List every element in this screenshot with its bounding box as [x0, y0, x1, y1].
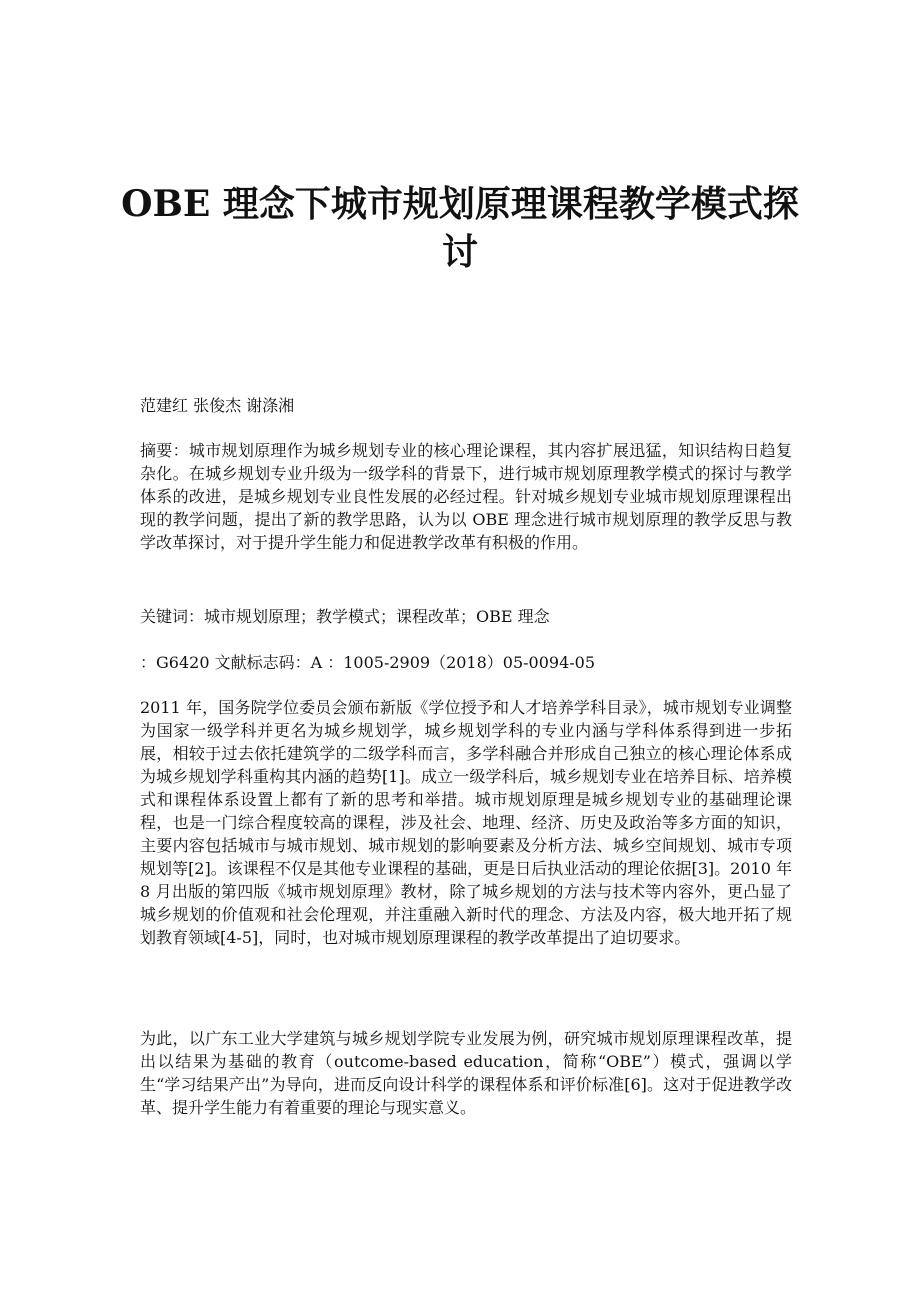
keywords-line: 关键词：城市规划原理；教学模式；课程改革；OBE 理念 [140, 607, 550, 626]
body-paragraph: 为此，以广东工业大学建筑与城乡规划学院专业发展为例，研究城市规划原理课程改革，提出以结果为基础的教育（outcome-based education，简称“OBE”）模式，强调以学生“学习结果产出”为导向，进而反向设计科学的课程体系和评价标准[6]。这对于促进教学改革、提升学生能力有着重要的理论与现实意义。 [140, 1029, 792, 1117]
abstract-paragraph: 摘要：城市规划原理作为城乡规划专业的核心理论课程，其内容扩展迅猛，知识结构日趋复杂化。在城乡规划专业升级为一级学科的背景下，进行城市规划原理教学模式的探讨与教学体系的改进，是城乡规划专业良性发展的必经过程。针对城乡规划专业城市规划原理课程出现的教学问题，提出了新的教学思路，认为以 OBE 理念进行城市规划原理的教学反思与教学改革探讨，对于提升学生能力和促进教学改革有积极的作用。 [140, 441, 792, 552]
body-paragraph: 2011 年，国务院学位委员会颁布新版《学位授予和人才培养学科目录》，城市规划专业调整为国家一级学科并更名为城乡规划学，城乡规划学科的专业内涵与学科体系得到进一步拓展，相较于过去依托建筑学的二级学科而言，多学科融合并形成自己独立的核心理论体系成为城乡规划学科重构其内涵的趋势[1]。成立一级学科后，城乡规划专业在培养目标、培养模式和课程体系设置上都有了新的思考和举措。城市规划原理是城乡规划专业的基础理论课程，也是一门综合程度较高的课程，涉及社会、地理、经济、历史及政治等多方面的知识，主要内容包括城市与城市规划、城市规划的影响要素及分析方法、城乡空间规划、城市专项规划等[2]。该课程不仅是其他专业课程的基础，更是日后执业活动的理论依据[3]。2010 年 8 月出版的第四版《城市规划原理》教材，除了城乡规划的方法与技术等内容外，更凸显了城乡规划的价值观和社会伦理观，并注重融入新时代的理念、方法及内容，极大地开拓了规划教育领域[4-5]，同时，也对城市规划原理课程的教学改革提出了迫切要求。 [140, 698, 792, 947]
document-title: OBE 理念下城市规划原理课程教学模式探讨 [121, 183, 799, 273]
authors-line: 范建红 张俊杰 谢涤湘 [140, 396, 295, 415]
classification-line: ：G6420 文献标志码：A ：1005-2909（2018）05-0094-05 [140, 653, 596, 672]
